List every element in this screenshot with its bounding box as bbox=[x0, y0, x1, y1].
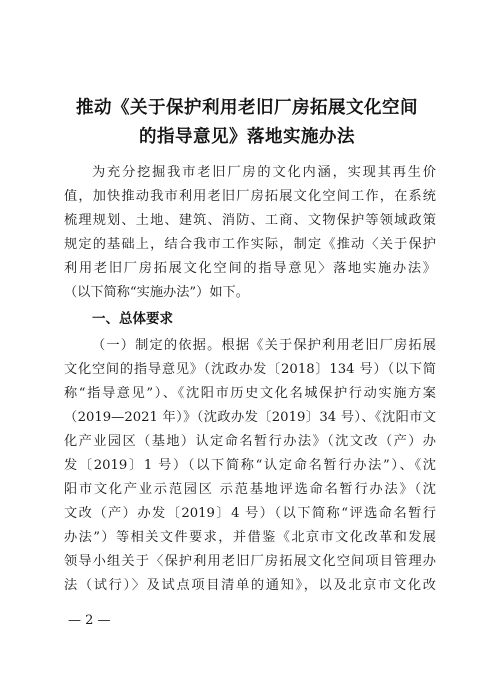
intro-line-5: 利用老旧厂房拓展文化空间的指导意见〉落地实施办法》 bbox=[64, 261, 436, 276]
document-title-line-1: 推动《关于保护利用老旧厂房拓展文化空间 bbox=[76, 98, 418, 118]
section-para-line-7: 阳市文化产业示范园区 示范基地评选命名暂行办法》（沈 bbox=[64, 482, 436, 497]
intro-line-4: 规定的基础上，结合我市工作实际，制定《推动〈关于保护 bbox=[64, 237, 436, 252]
intro-line-3: 梳理规划、土地、建筑、消防、工商、文物保护等领域政策 bbox=[64, 213, 436, 228]
section-para-line-10: 领导小组关于〈保护利用老旧厂房拓展文化空间项目管理办 bbox=[64, 554, 436, 569]
intro-line-1: 为充分挖掘我市老旧厂房的文化内涵，实现其再生价 bbox=[92, 165, 436, 180]
section-para-line-6: 发〔2019〕1 号）（以下简称“认定命名暂行办法”）、《沈 bbox=[64, 458, 436, 473]
section-para-line-5: 化产业园区（基地）认定命名暂行办法》（沈文改（产）办 bbox=[64, 434, 436, 449]
section-heading-general-requirements: 一、总体要求 bbox=[92, 311, 173, 327]
section-para-line-9: 办法”）等相关文件要求，并借鉴《北京市文化改革和发展 bbox=[64, 530, 436, 545]
intro-line-2: 值，加快推动我市利用老旧厂房拓展文化空间工作，在系统 bbox=[64, 189, 436, 204]
section-para-line-3: 称“指导意见”）、《沈阳市历史文化名城保护行动实施方案 bbox=[64, 386, 436, 401]
section-para-line-11: 法（试行）〉及试点项目清单的通知》，以及北京市文化改 bbox=[64, 578, 436, 593]
section-para-line-4: （2019—2021 年）》（沈政办发〔2019〕34 号）、《沈阳市文 bbox=[64, 410, 436, 425]
section-para-line-2: 文化空间的指导意见》（沈政办发〔2018〕134 号）（以下简 bbox=[64, 362, 436, 377]
page-number: — 2 — bbox=[68, 613, 111, 628]
document-title-line-2: 的指导意见》落地实施办法 bbox=[139, 127, 355, 147]
section-para-line-8: 文改（产）办发〔2019〕4 号）（以下简称“评选命名暂行 bbox=[64, 506, 436, 521]
section-para-line-1: （一）制定的依据。根据《关于保护利用老旧厂房拓展 bbox=[92, 338, 436, 353]
intro-line-6: （以下简称“实施办法”）如下。 bbox=[64, 285, 249, 300]
